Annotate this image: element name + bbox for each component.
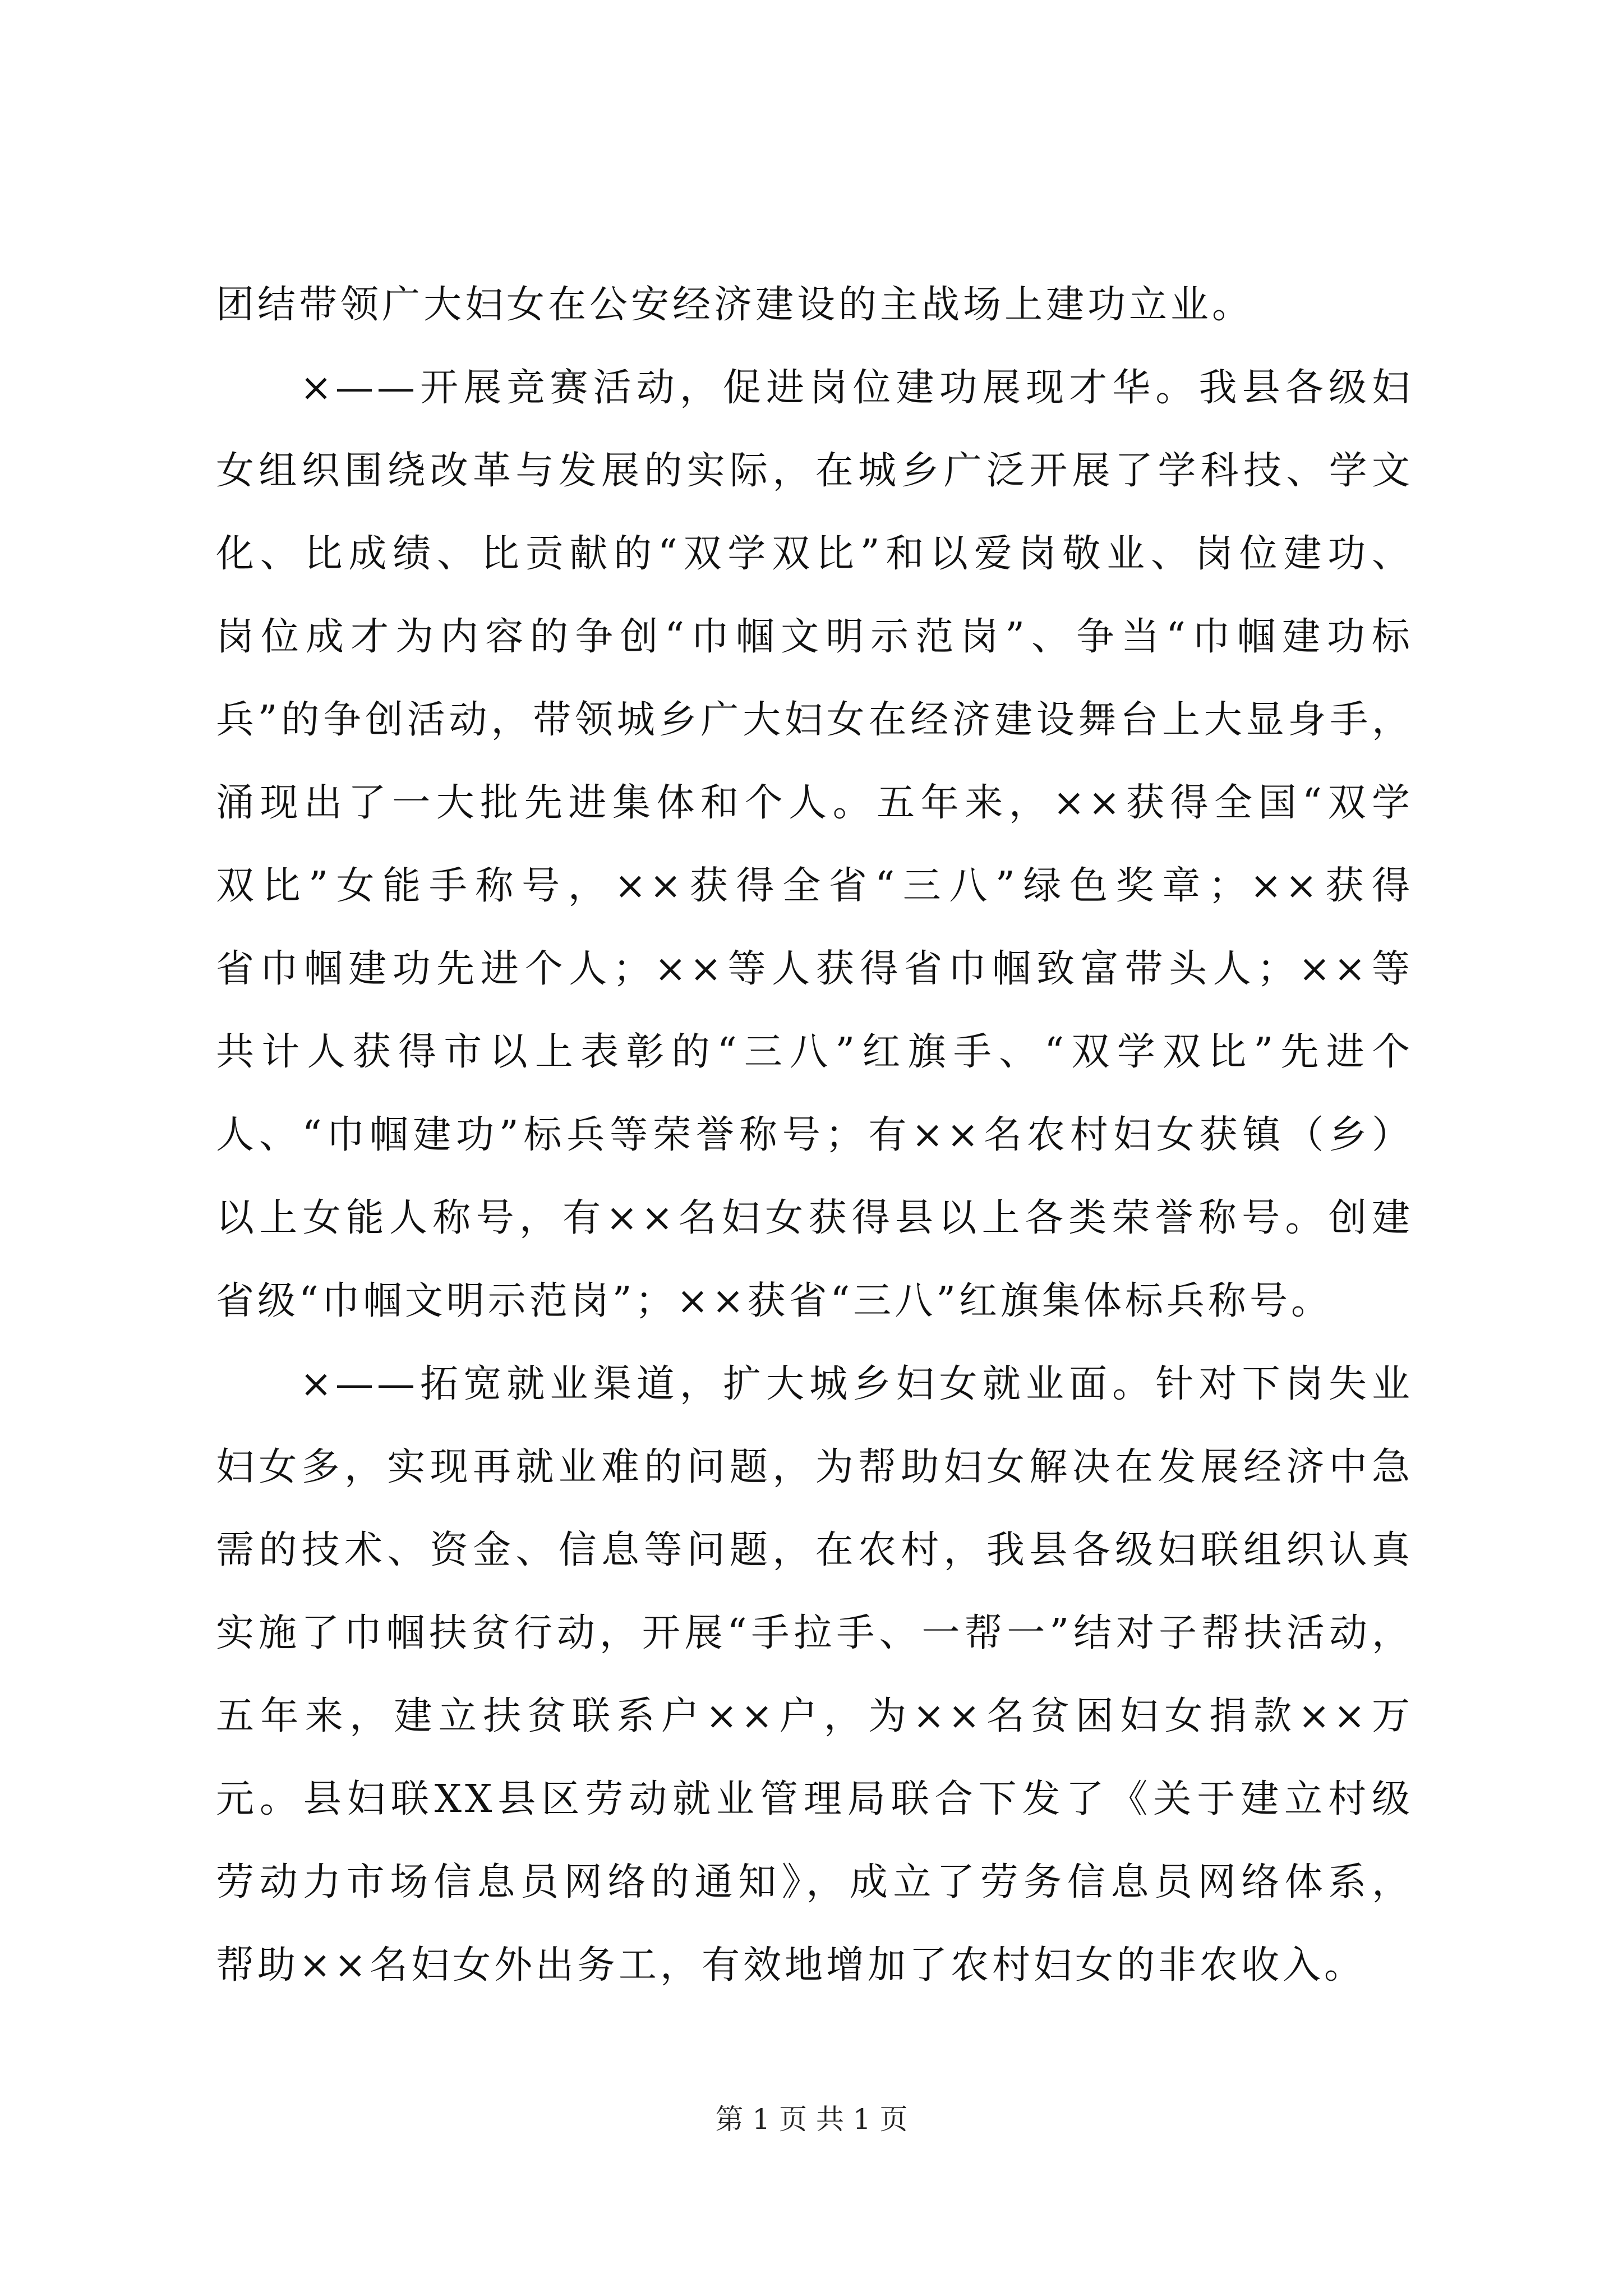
text-line: 人、“巾帼建功”标兵等荣誉称号；有××名农村妇女获镇（乡） [216, 1113, 1413, 1157]
text-line: 团结带领广大妇女在公安经济建设的主战场上建功立业。 [216, 283, 1254, 327]
text-line: 劳动力市场信息员网络的通知》，成立了劳务信息员网络体系， [216, 1860, 1413, 1904]
text-line: 元。县妇联XX县区劳动就业管理局联合下发了《关于建立村级 [216, 1777, 1413, 1821]
text-line: 帮助××名妇女外出务工，有效地增加了农村妇女的非农收入。 [216, 1943, 1366, 1987]
text-line: 妇女多，实现再就业难的问题，为帮助妇女解决在发展经济中急 [216, 1445, 1413, 1489]
text-line: 省巾帼建功先进个人；××等人获得省巾帼致富带头人；××等 [216, 947, 1413, 991]
text-line: 涌现出了一大批先进集体和个人。五年来，××获得全国“双学 [216, 781, 1413, 825]
text-line: 实施了巾帼扶贫行动，开展“手拉手、一帮一”结对子帮扶活动， [216, 1611, 1413, 1655]
text-line: 需的技术、资金、信息等问题，在农村，我县各级妇联组织认真 [216, 1528, 1413, 1572]
paragraph-first-line: ×——开展竞赛活动，促进岗位建功展现才华。我县各级妇 [300, 366, 1413, 410]
page-footer: 第 1 页 共 1 页 [715, 2103, 908, 2136]
text-line: 女组织围绕改革与发展的实际，在城乡广泛开展了学科技、学文 [216, 449, 1413, 493]
text-line: 共计人获得市以上表彰的“三八”红旗手、“双学双比”先进个 [216, 1030, 1413, 1074]
text-line: 省级“巾帼文明示范岗”；××获省“三八”红旗集体标兵称号。 [216, 1279, 1333, 1323]
text-line: 岗位成才为内容的争创“巾帼文明示范岗”、争当“巾帼建功标 [216, 615, 1413, 659]
text-line: 五年来，建立扶贫联系户××户，为××名贫困妇女捐款××万 [216, 1694, 1413, 1738]
text-line: 兵”的争创活动，带领城乡广大妇女在经济建设舞台上大显身手， [216, 698, 1413, 742]
text-line: 化、比成绩、比贡献的“双学双比”和以爱岗敬业、岗位建功、 [216, 532, 1413, 576]
document-body [216, 264, 1413, 2007]
text-line: 以上女能人称号，有××名妇女获得县以上各类荣誉称号。创建 [216, 1196, 1413, 1240]
text-line: 双比”女能手称号，××获得全省“三八”绿色奖章；××获得 [216, 864, 1413, 908]
paragraph-first-line: ×——拓宽就业渠道，扩大城乡妇女就业面。针对下岗失业 [300, 1362, 1413, 1406]
